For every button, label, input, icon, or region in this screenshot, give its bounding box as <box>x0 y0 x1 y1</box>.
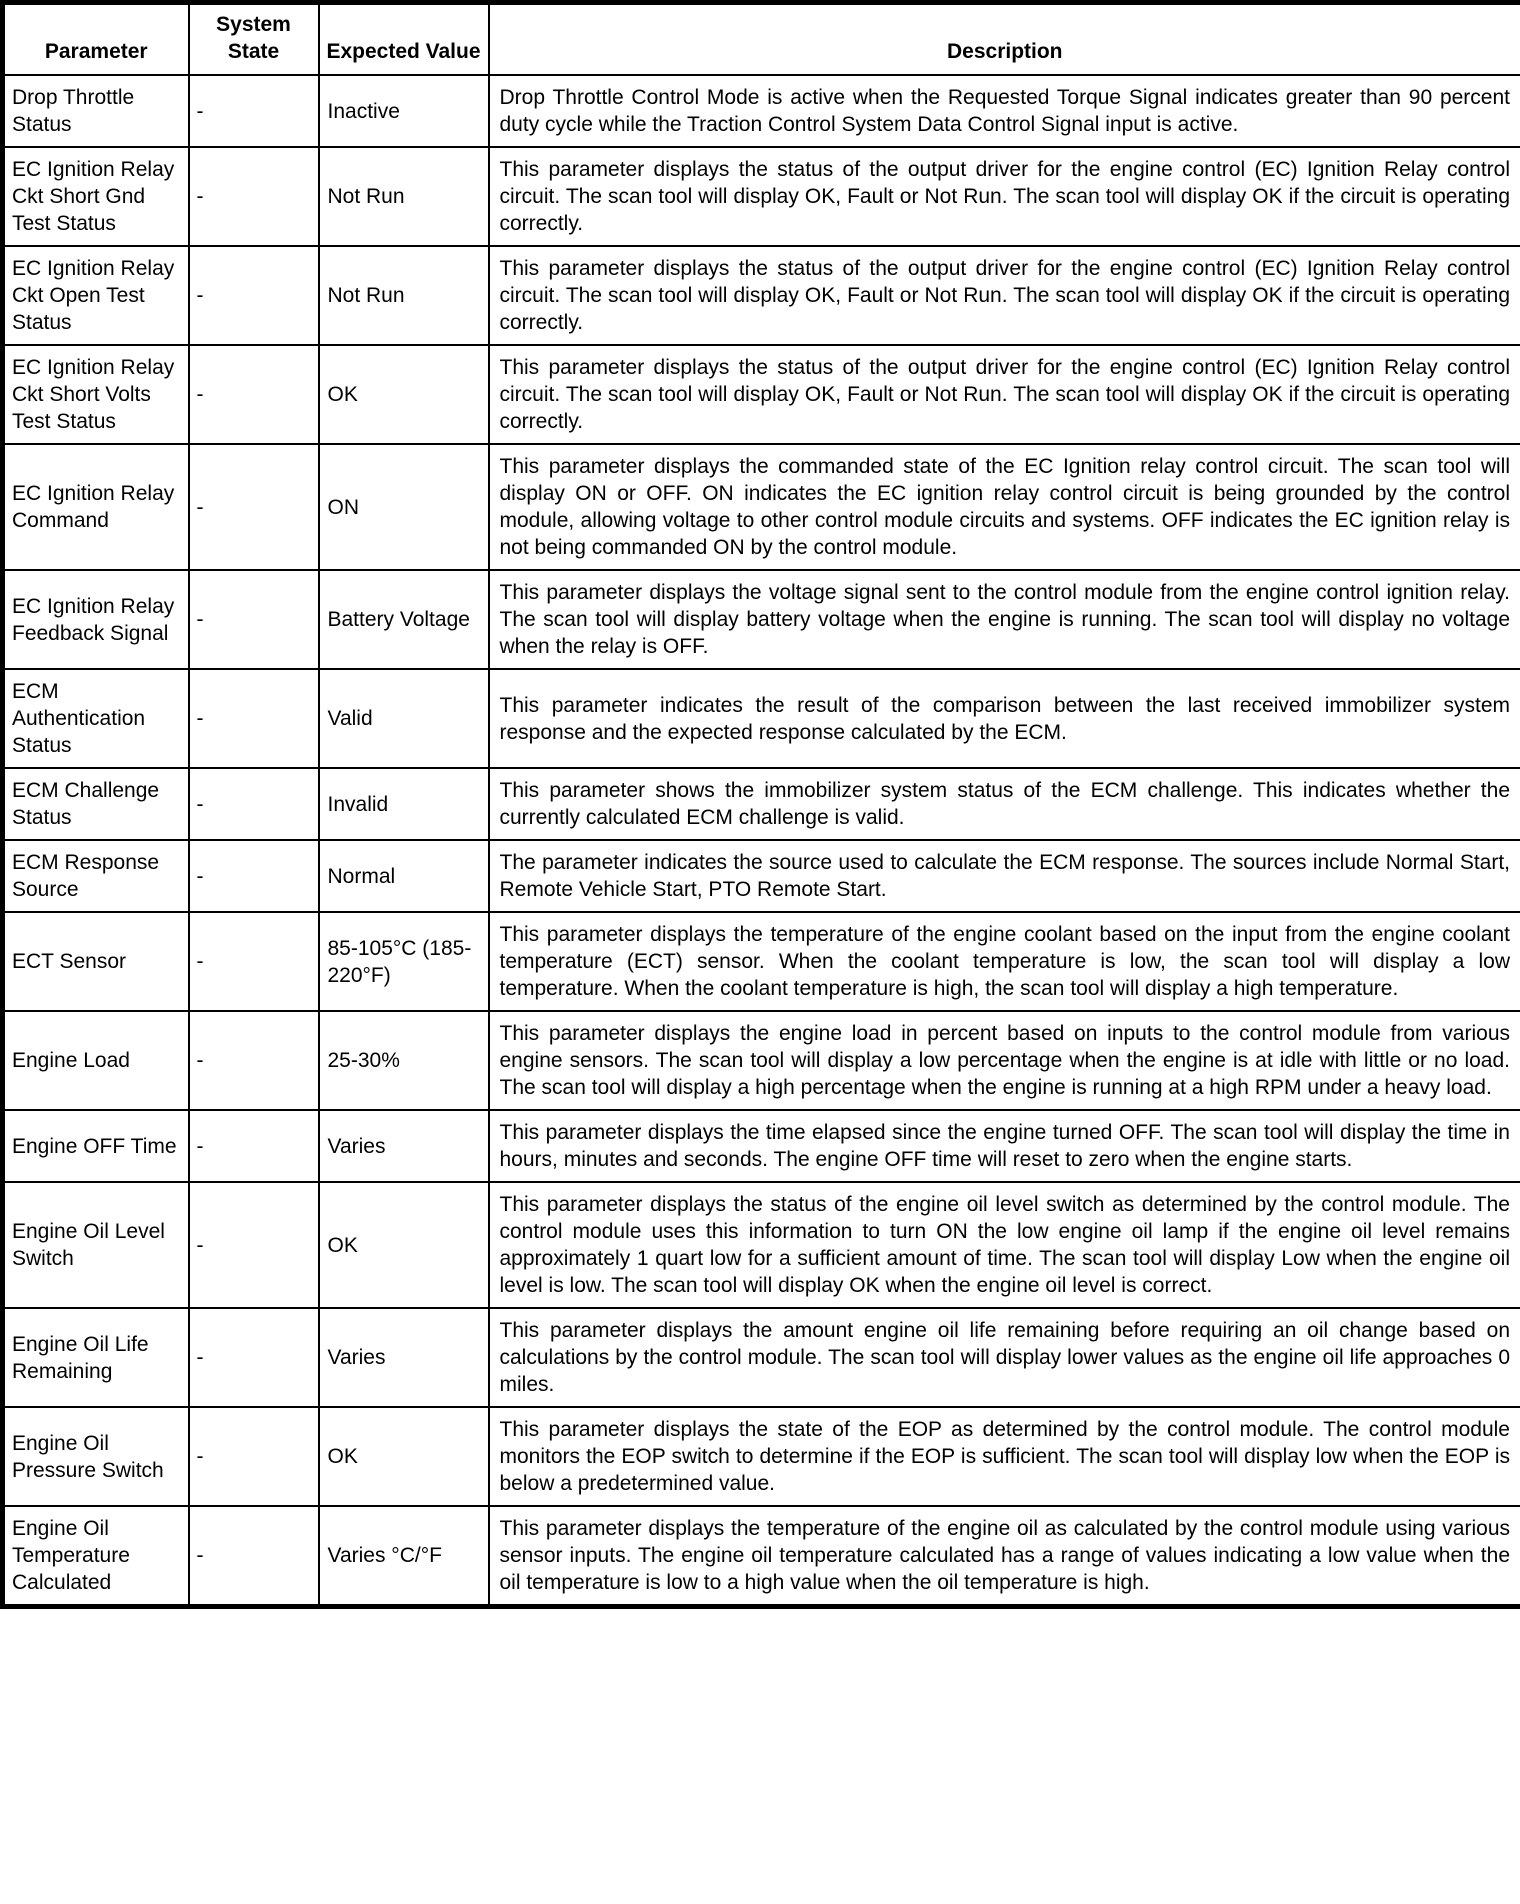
cell-expected-value: Invalid <box>319 768 489 840</box>
cell-description: This parameter displays the amount engine oil life remaining before requiring an oil change based on calculations by the control module. The scan tool will display lower values as the engine oil life approaches 0 miles. <box>489 1308 1520 1407</box>
table-row <box>3 768 1520 840</box>
cell-expected-value: 85-105°C (185-220°F) <box>319 912 489 1011</box>
cell-expected-value: Varies °C/°F <box>319 1506 489 1607</box>
cell-description: This parameter displays the engine load in percent based on inputs to the control module from various engine sensors. The scan tool will display a low percentage when the engine is at idle with little or no load. The scan tool will display a high percentage when the engine is running at a high RPM under a heavy load. <box>489 1011 1520 1110</box>
cell-parameter: EC Ignition Relay Feedback Signal <box>3 570 189 669</box>
cell-expected-value: Not Run <box>319 246 489 345</box>
table-row <box>3 147 1520 246</box>
cell-system-state: - <box>189 1506 319 1607</box>
cell-expected-value: OK <box>319 345 489 444</box>
cell-expected-value: Varies <box>319 1308 489 1407</box>
cell-expected-value: Normal <box>319 840 489 912</box>
table-row <box>3 912 1520 1011</box>
cell-parameter: Engine Oil Level Switch <box>3 1182 189 1308</box>
cell-parameter: Engine Load <box>3 1011 189 1110</box>
col-header-expected-value: Expected Value <box>319 3 489 76</box>
cell-description: This parameter displays the state of the EOP as determined by the control module. The control module monitors the EOP switch to determine if the EOP is sufficient. The scan tool will display low when the EOP is below a predetermined value. <box>489 1407 1520 1506</box>
cell-system-state: - <box>189 1407 319 1506</box>
table-row <box>3 1506 1520 1607</box>
cell-parameter: Engine Oil Life Remaining <box>3 1308 189 1407</box>
cell-parameter: ECM Response Source <box>3 840 189 912</box>
cell-description: This parameter displays the voltage signal sent to the control module from the engine control ignition relay. The scan tool will display battery voltage when the engine is running. The scan tool will display no voltage when the relay is OFF. <box>489 570 1520 669</box>
cell-description: This parameter displays the status of the output driver for the engine control (EC) Ignition Relay control circuit. The scan tool will display OK, Fault or Not Run. The scan tool will display OK if the circuit is operating correctly. <box>489 246 1520 345</box>
table-row <box>3 1308 1520 1407</box>
header-row <box>3 3 1520 76</box>
cell-parameter: Drop Throttle Status <box>3 75 189 147</box>
cell-system-state: - <box>189 444 319 570</box>
col-header-system-state: System State <box>189 3 319 76</box>
cell-system-state: - <box>189 840 319 912</box>
table-row <box>3 75 1520 147</box>
cell-description: This parameter displays the status of the output driver for the engine control (EC) Ignition Relay control circuit. The scan tool will display OK, Fault or Not Run. The scan tool will display OK if the circuit is operating correctly. <box>489 147 1520 246</box>
table-row <box>3 1407 1520 1506</box>
cell-description: This parameter shows the immobilizer system status of the ECM challenge. This indicates whether the currently calculated ECM challenge is valid. <box>489 768 1520 840</box>
cell-expected-value: Battery Voltage <box>319 570 489 669</box>
cell-system-state: - <box>189 669 319 768</box>
cell-expected-value: Inactive <box>319 75 489 147</box>
cell-description: This parameter indicates the result of the comparison between the last received immobilizer system response and the expected response calculated by the ECM. <box>489 669 1520 768</box>
table-row <box>3 246 1520 345</box>
table-row <box>3 669 1520 768</box>
cell-parameter: Engine Oil Temperature Calculated <box>3 1506 189 1607</box>
cell-expected-value: 25-30% <box>319 1011 489 1110</box>
cell-system-state: - <box>189 1308 319 1407</box>
cell-parameter: EC Ignition Relay Ckt Short Volts Test Status <box>3 345 189 444</box>
table-row <box>3 1110 1520 1182</box>
table-row <box>3 840 1520 912</box>
table-row <box>3 345 1520 444</box>
cell-system-state: - <box>189 246 319 345</box>
cell-expected-value: OK <box>319 1407 489 1506</box>
cell-parameter: Engine OFF Time <box>3 1110 189 1182</box>
cell-system-state: - <box>189 768 319 840</box>
cell-description: Drop Throttle Control Mode is active when the Requested Torque Signal indicates greater than 90 percent duty cycle while the Traction Control System Data Control Signal input is active. <box>489 75 1520 147</box>
cell-description: The parameter indicates the source used to calculate the ECM response. The sources include Normal Start, Remote Vehicle Start, PTO Remote Start. <box>489 840 1520 912</box>
cell-system-state: - <box>189 147 319 246</box>
table-body <box>3 75 1520 1607</box>
cell-parameter: ECM Authentication Status <box>3 669 189 768</box>
cell-parameter: EC Ignition Relay Ckt Short Gnd Test Status <box>3 147 189 246</box>
cell-expected-value: Not Run <box>319 147 489 246</box>
col-header-parameter: Parameter <box>3 3 189 76</box>
cell-description: This parameter displays the time elapsed since the engine turned OFF. The scan tool will display the time in hours, minutes and seconds. The engine OFF time will reset to zero when the engine starts. <box>489 1110 1520 1182</box>
cell-parameter: Engine Oil Pressure Switch <box>3 1407 189 1506</box>
cell-system-state: - <box>189 1182 319 1308</box>
col-header-description: Description <box>489 3 1520 76</box>
cell-parameter: ECT Sensor <box>3 912 189 1011</box>
cell-system-state: - <box>189 1110 319 1182</box>
cell-expected-value: OK <box>319 1182 489 1308</box>
cell-parameter: EC Ignition Relay Ckt Open Test Status <box>3 246 189 345</box>
cell-system-state: - <box>189 1011 319 1110</box>
cell-system-state: - <box>189 75 319 147</box>
cell-parameter: EC Ignition Relay Command <box>3 444 189 570</box>
cell-parameter: ECM Challenge Status <box>3 768 189 840</box>
cell-description: This parameter displays the status of the output driver for the engine control (EC) Ignition Relay control circuit. The scan tool will display OK, Fault or Not Run. The scan tool will display OK if the circuit is operating correctly. <box>489 345 1520 444</box>
cell-expected-value: Varies <box>319 1110 489 1182</box>
cell-description: This parameter displays the temperature of the engine oil as calculated by the control module using various sensor inputs. The engine oil temperature calculated has a range of values indicating a low value when the oil temperature is low to a high value when the oil temperature is high. <box>489 1506 1520 1607</box>
table-row <box>3 444 1520 570</box>
table-row <box>3 570 1520 669</box>
cell-expected-value: ON <box>319 444 489 570</box>
cell-system-state: - <box>189 345 319 444</box>
table-row <box>3 1182 1520 1308</box>
cell-system-state: - <box>189 570 319 669</box>
cell-description: This parameter displays the temperature of the engine coolant based on the input from the engine coolant temperature (ECT) sensor. When the coolant temperature is low, the scan tool will display a low temperature. When the coolant temperature is high, the scan tool will display a high temperature. <box>489 912 1520 1011</box>
table-row <box>3 1011 1520 1110</box>
cell-description: This parameter displays the commanded state of the EC Ignition relay control circuit. The scan tool will display ON or OFF. ON indicates the EC ignition relay control circuit is being grounded by the control module, allowing voltage to other control module circuits and systems. OFF indicates the EC ignition relay is not being commanded ON by the control module. <box>489 444 1520 570</box>
cell-system-state: - <box>189 912 319 1011</box>
cell-description: This parameter displays the status of the engine oil level switch as determined by the control module. The control module uses this information to turn ON the low engine oil lamp if the engine oil level remains approximately 1 quart low for a sufficient amount of time. The scan tool will display Low when the engine oil level is low. The scan tool will display OK when the engine oil level is correct. <box>489 1182 1520 1308</box>
cell-expected-value: Valid <box>319 669 489 768</box>
